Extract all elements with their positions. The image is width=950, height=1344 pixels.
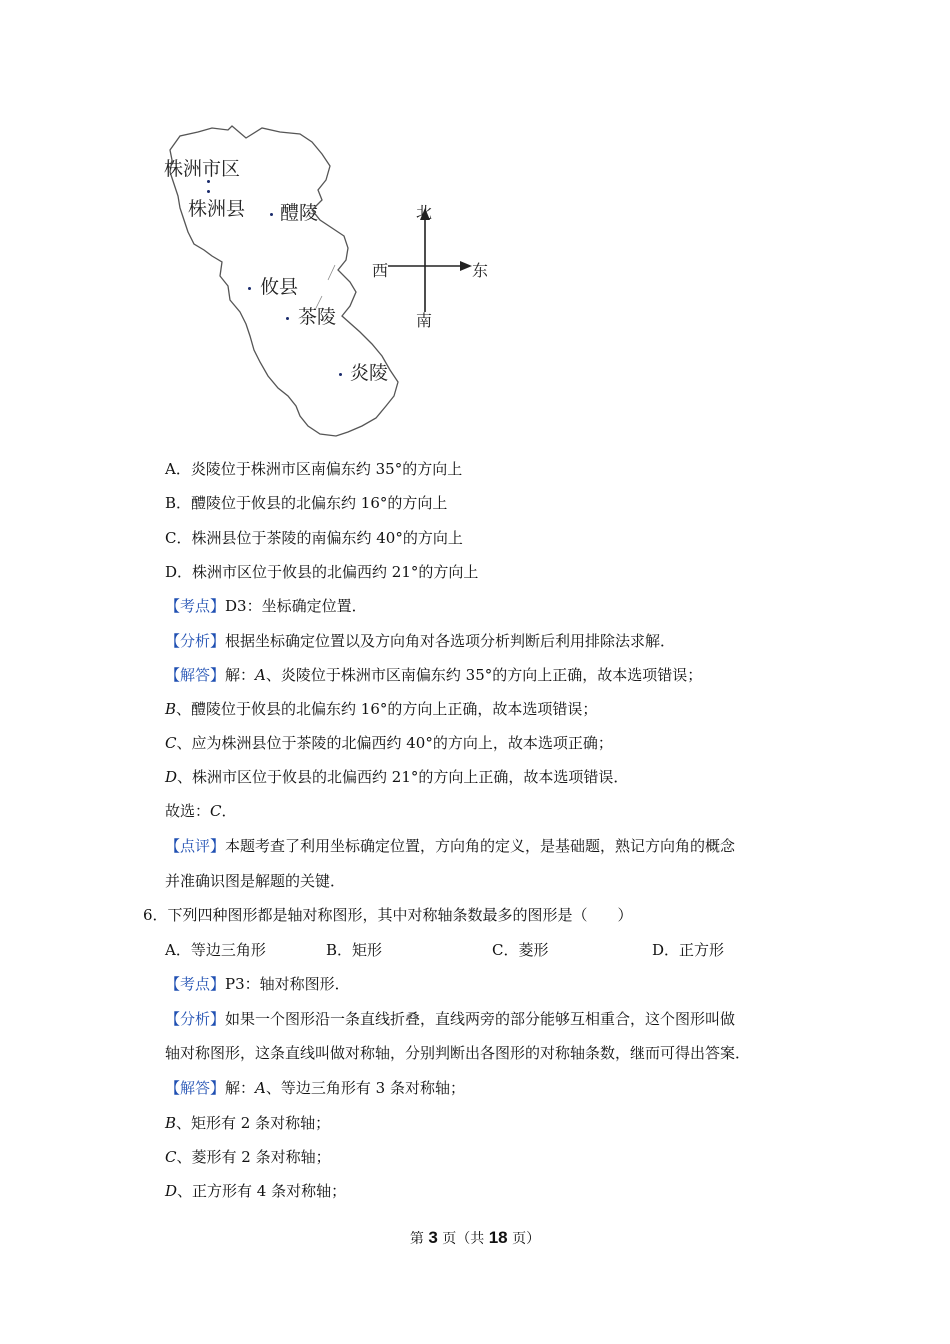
- marker-zhuzhou-urban: [207, 180, 210, 183]
- q6-kaodian-text: P3：轴对称图形．: [225, 975, 350, 993]
- q5-dianping-text-1: 本题考查了利用坐标确定位置，方向角的定义，是基础题，熟记方向角的概念: [225, 837, 736, 855]
- q6-kaodian-tag: 【考点】: [165, 975, 226, 993]
- q5-answer: [165, 801, 237, 821]
- compass-north: 北: [416, 203, 433, 222]
- label-yanling: 炎陵: [350, 362, 389, 384]
- q5-dianping-2: 并准确识图是解题的关键．: [165, 872, 346, 890]
- q6-jieda-letter: B: [165, 1114, 177, 1132]
- q5-jieda-d: [165, 767, 628, 787]
- label-chaling: 茶陵: [298, 306, 337, 328]
- q6-jieda-letter: A: [255, 1079, 266, 1097]
- q6-jieda-text: 、矩形有 2 条对称轴；: [176, 1114, 331, 1132]
- q6-fenxi-text-1: 如果一个图形沿一条直线折叠，直线两旁的部分能够互相重合，这个图形叫做: [225, 1010, 736, 1028]
- q5-jieda-text: 、炎陵位于株洲市区南偏东约 35°的方向上正确，故本选项错误；: [265, 666, 703, 684]
- q5-jieda-letter: A: [255, 666, 266, 684]
- q6-stem: 6．下列四种图形都是轴对称图形，其中对称轴条数最多的图形是（ ）: [143, 906, 633, 924]
- q6-jieda-tag: 【解答】: [165, 1079, 226, 1097]
- q6-jieda-pre: 解：: [225, 1079, 256, 1097]
- q6-option-b: B．矩形: [326, 941, 383, 959]
- label-youxian: 攸县: [260, 276, 299, 298]
- footer-page-number: 3: [428, 1228, 438, 1247]
- q5-jieda-tag: 【解答】: [165, 666, 226, 684]
- q6-fenxi: [165, 1009, 735, 1029]
- page-footer: [0, 1228, 950, 1248]
- footer-mid: 页（共: [437, 1231, 489, 1247]
- q5-jieda-a: [165, 665, 702, 685]
- q5-option-b: B．醴陵位于攸县的北偏东约 16°的方向上: [165, 494, 448, 512]
- q5-jieda-text: 、醴陵位于攸县的北偏东约 16°的方向上正确，故本选项错误；: [176, 700, 598, 718]
- q5-jieda-pre: 解：: [225, 666, 256, 684]
- q6-option-c: C．菱形: [492, 941, 549, 959]
- q6-jieda-text: 、正方形有 4 条对称轴；: [177, 1182, 347, 1200]
- q5-dianping-tag: 【点评】: [165, 837, 226, 855]
- q5-fenxi-tag: 【分析】: [165, 632, 226, 650]
- q5-jieda-letter: D: [165, 768, 178, 786]
- q6-jieda-a: [165, 1078, 465, 1098]
- label-zhuzhou-urban: 株洲市区: [164, 158, 241, 180]
- q6-options: [165, 940, 724, 960]
- q5-jieda-letter: B: [165, 700, 177, 718]
- q5-jieda-text: 、应为株洲县位于茶陵的北偏西约 40°的方向上，故本选项正确；: [176, 734, 613, 752]
- q6-kaodian: [165, 974, 350, 994]
- q6-jieda-text: 、等边三角形有 3 条对称轴；: [265, 1079, 465, 1097]
- q6-jieda-c: [165, 1147, 331, 1167]
- q6-jieda-b: [165, 1113, 330, 1133]
- q6-jieda-text: 、菱形有 2 条对称轴；: [176, 1148, 331, 1166]
- q6-fenxi-2: 轴对称图形，这条直线叫做对称轴，分别判断出各图形的对称轴条数，继而可得出答案．: [165, 1044, 751, 1062]
- label-liling: 醴陵: [280, 202, 319, 224]
- q5-option-a: A．炎陵位于株洲市区南偏东约 35°的方向上: [165, 460, 463, 478]
- q5-kaodian-tag: 【考点】: [165, 597, 226, 615]
- q6-jieda-letter: C: [165, 1148, 177, 1166]
- q5-kaodian: [165, 596, 367, 616]
- q5-option-d: D．株洲市区位于攸县的北偏西约 21°的方向上: [165, 563, 479, 581]
- q5-fenxi-text: 根据坐标确定位置以及方向角对各选项分析判断后利用排除法求解．: [225, 632, 676, 650]
- q5-answer-post: ．: [221, 802, 237, 820]
- q5-jieda-letter: C: [165, 734, 177, 752]
- q5-answer-letter: C: [210, 802, 222, 820]
- q6-option-d: D．正方形: [652, 941, 725, 959]
- compass-west: 西: [372, 261, 389, 280]
- zhuzhou-map-figure: [150, 120, 510, 450]
- q5-fenxi: [165, 631, 675, 651]
- q5-jieda-c: [165, 733, 613, 753]
- q6-option-a: A．等边三角形: [165, 941, 266, 959]
- q5-option-c: C．株洲县位于茶陵的南偏东约 40°的方向上: [165, 529, 463, 547]
- marker-liling: [270, 213, 273, 216]
- q6-jieda-d: [165, 1181, 346, 1201]
- q5-jieda-text: 、株洲市区位于攸县的北偏西约 21°的方向上正确，故本选项错误．: [177, 768, 629, 786]
- label-zhuzhou-county: 株洲县: [188, 198, 246, 220]
- footer-pre: 第: [409, 1231, 429, 1247]
- q5-dianping: [165, 836, 735, 856]
- marker-youxian: [248, 287, 251, 290]
- marker-yanling: [339, 373, 342, 376]
- marker-zhuzhou-county: [207, 190, 210, 193]
- q5-kaodian-text: D3：坐标确定位置．: [225, 597, 367, 615]
- compass-east: 东: [472, 261, 489, 280]
- footer-post: 页）: [507, 1231, 541, 1247]
- marker-chaling: [286, 317, 289, 320]
- q6-jieda-letter: D: [165, 1182, 178, 1200]
- compass-south: 南: [416, 311, 433, 330]
- q6-fenxi-tag: 【分析】: [165, 1010, 226, 1028]
- footer-total-pages: 18: [488, 1228, 508, 1247]
- q5-answer-pre: 故选：: [165, 802, 211, 820]
- q5-jieda-b: [165, 699, 597, 719]
